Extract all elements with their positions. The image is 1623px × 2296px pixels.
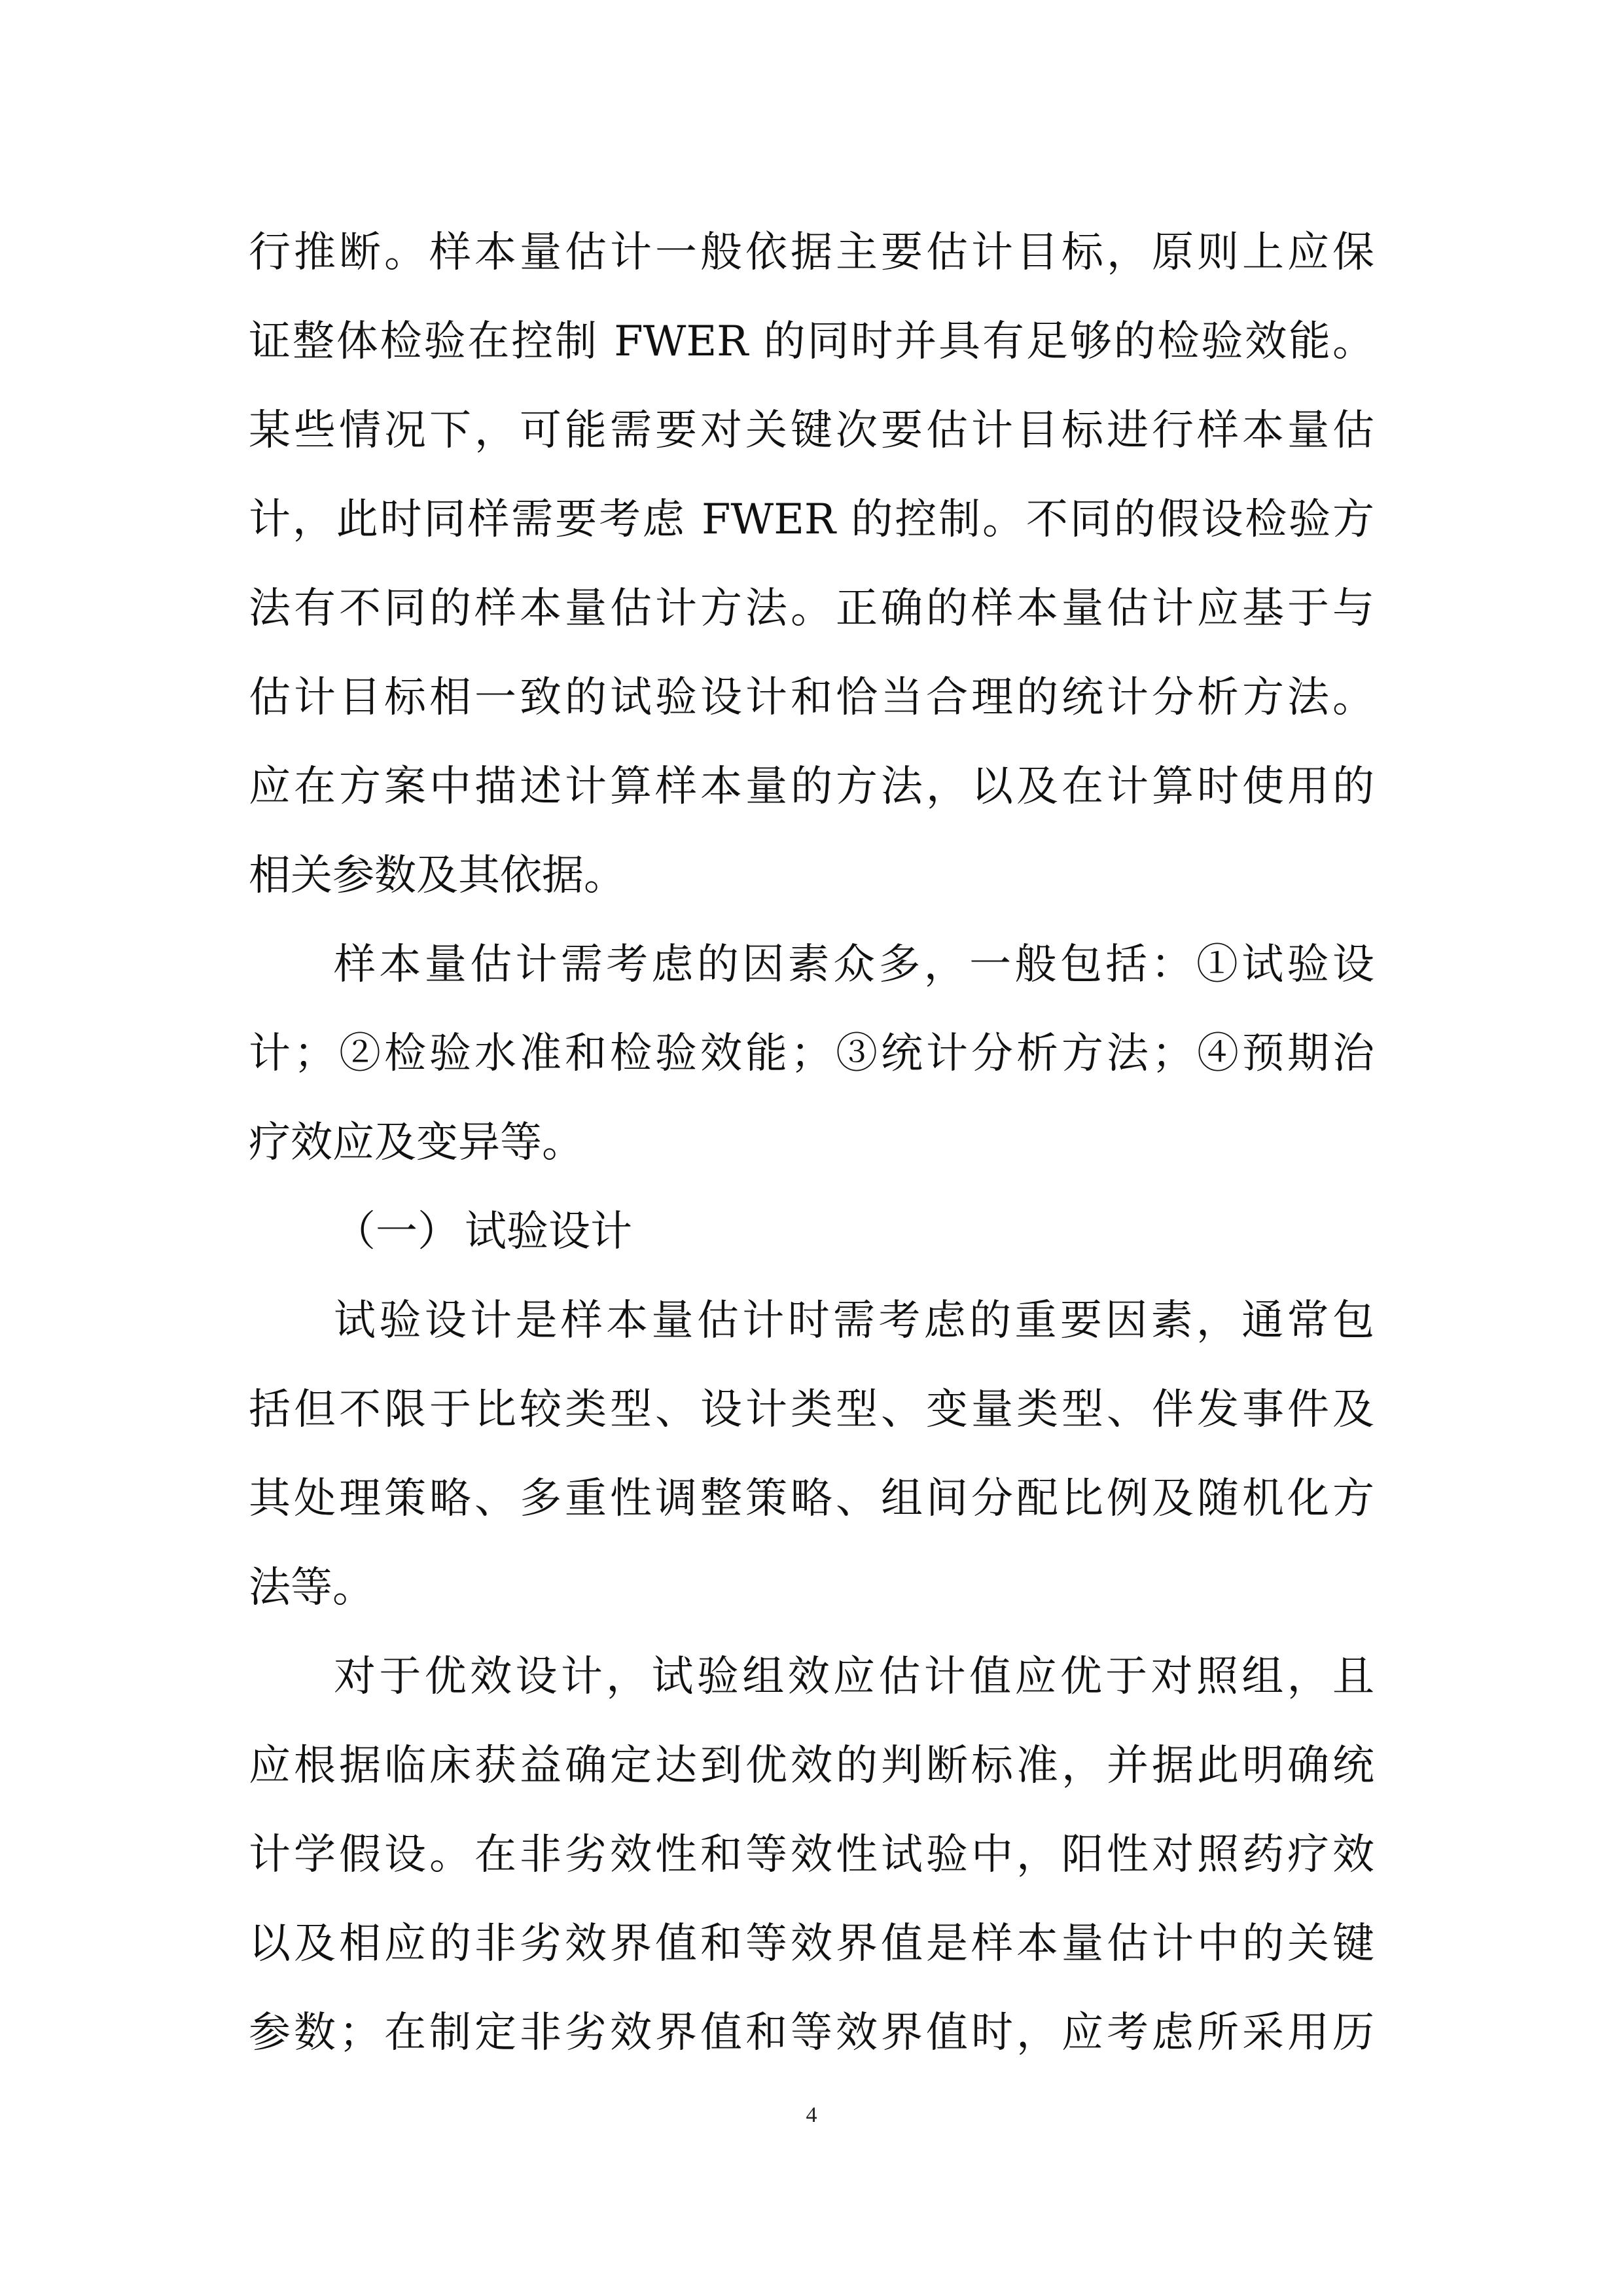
text-line: 计；②检验水准和检验效能；③统计分析方法；④预期治 bbox=[249, 1030, 1374, 1078]
text-line: 行推断。样本量估计一般依据主要估计目标，原则上应保 bbox=[249, 228, 1374, 277]
text-line: 法有不同的样本量估计方法。正确的样本量估计应基于与 bbox=[249, 584, 1374, 633]
paragraph-sample-size-factors bbox=[249, 920, 1374, 1187]
text-line: 应根据临床获益确定达到优效的判断标准，并据此明确统 bbox=[249, 1742, 1374, 1790]
paragraph-trial-design bbox=[249, 1276, 1374, 1632]
text-line: 证整体检验在控制 FWER 的同时并具有足够的检验效能。 bbox=[249, 317, 1374, 366]
body-text bbox=[249, 208, 1374, 2077]
section-heading bbox=[249, 1187, 1374, 1276]
text-line: 对于优效设计，试验组效应估计值应优于对照组，且 bbox=[334, 1653, 1374, 1701]
text-line: 估计目标相一致的试验设计和恰当合理的统计分析方法。 bbox=[249, 673, 1374, 722]
page-number: 4 bbox=[806, 2103, 817, 2127]
text-line: 以及相应的非劣效界值和等效界值是样本量估计中的关键 bbox=[249, 1920, 1374, 1968]
text-line: 样本量估计需考虑的因素众多，一般包括：①试验设 bbox=[334, 941, 1374, 989]
text-line: 计学假设。在非劣效性和等效性试验中，阳性对照药疗效 bbox=[249, 1831, 1374, 1879]
text-line: 某些情况下，可能需要对关键次要估计目标进行样本量估 bbox=[249, 406, 1374, 455]
section-heading-number: （一） bbox=[334, 1208, 459, 1256]
text-line: 法等。 bbox=[249, 1564, 374, 1612]
text-line: 应在方案中描述计算样本量的方法，以及在计算时使用的 bbox=[249, 762, 1374, 811]
text-line: 其处理策略、多重性调整策略、组间分配比例及随机化方 bbox=[249, 1475, 1374, 1523]
text-line: 计，此时同样需要考虑 FWER 的控制。不同的假设检验方 bbox=[249, 495, 1374, 544]
paragraph-superiority-design bbox=[249, 1632, 1374, 2077]
section-heading-title: 试验设计 bbox=[465, 1208, 632, 1256]
text-line: 相关参数及其依据。 bbox=[249, 852, 626, 900]
text-line: 试验设计是样本量估计时需考虑的重要因素，通常包 bbox=[334, 1297, 1374, 1345]
paragraph-sample-size-inference bbox=[249, 208, 1374, 920]
text-line: 括但不限于比较类型、设计类型、变量类型、伴发事件及 bbox=[249, 1386, 1374, 1434]
text-line: 参数；在制定非劣效界值和等效界值时，应考虑所采用历 bbox=[249, 2009, 1374, 2057]
text-line: 疗效应及变异等。 bbox=[249, 1119, 584, 1167]
